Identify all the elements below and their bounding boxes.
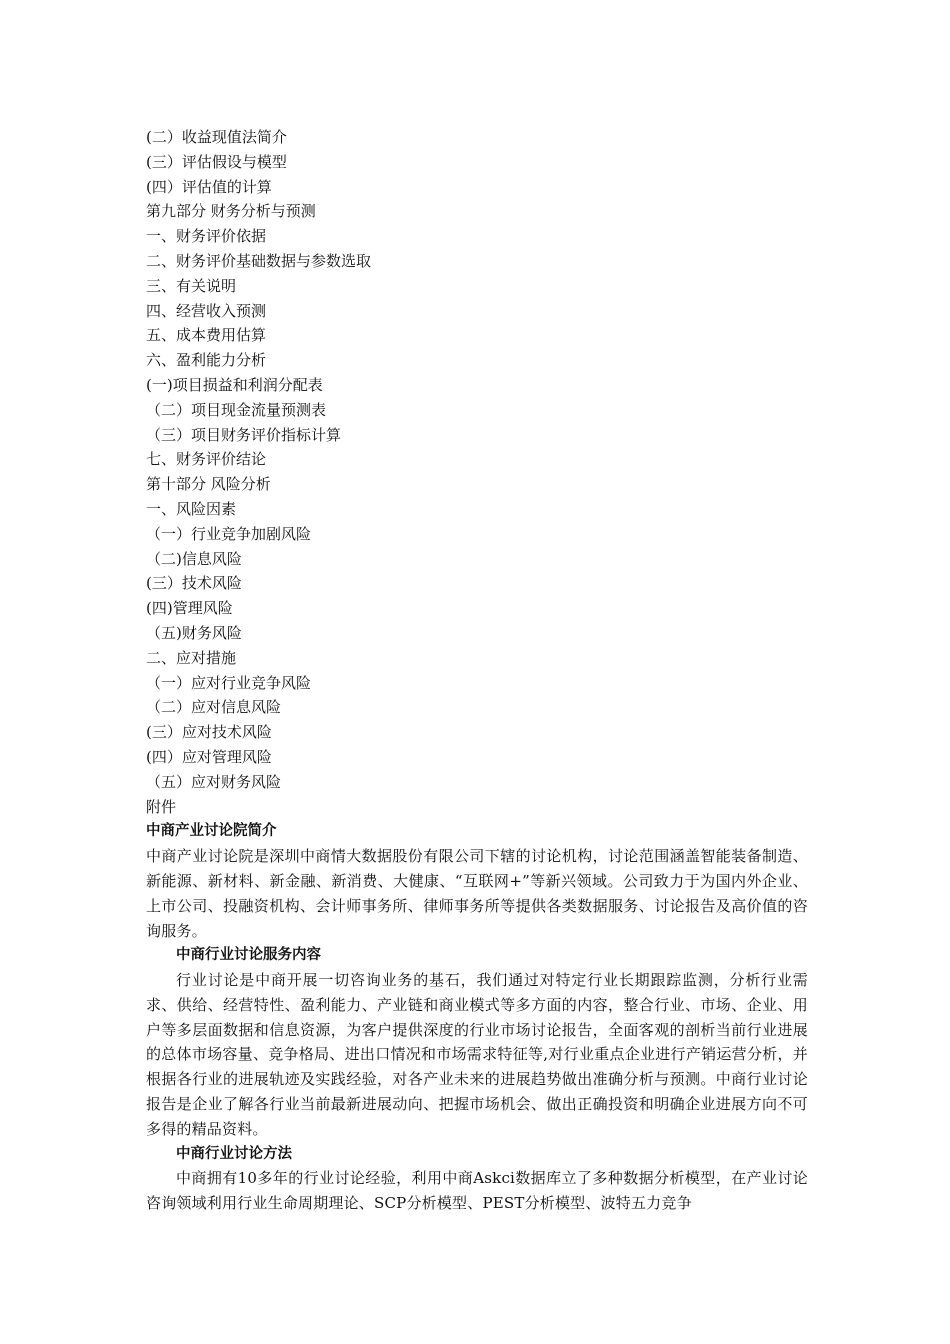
section-heading: 中商行业讨论方法 bbox=[176, 1145, 292, 1162]
toc-line: (三）评估假设与模型 bbox=[146, 152, 287, 171]
toc-line: （二）项目现金流量预测表 bbox=[146, 400, 327, 419]
toc-line: （五）应对财务风险 bbox=[146, 772, 282, 791]
toc-line: 三、有关说明 bbox=[146, 276, 237, 295]
section-heading: 中商行业讨论服务内容 bbox=[176, 947, 321, 964]
section-paragraph: 行业讨论是中商开展一切咨询业务的基石，我们通过对特定行业长期跟踪监测，分析行业需求、供给、经营特性、盈利能力、产业链和商业模式等多方面的内容，整合行业、市场、企业、用户等多层面数据和信息资源，为客户提供深度的行业市场讨论报告，全面客观的剖析当前行业进展的总体市场容量、竞争格局、进出口情况和市场需求特征等,对行业重点企业进行产销运营分析，并根据各行业的进展轨迹及实践经验，对各产业未来的进展趋势做出准确分析与预测。中商行业讨论报告是企业了解各行业当前最新进展动向、把握市场机会、做出正确投资和明确企业进展方向不可多得的精品资料。 bbox=[146, 971, 808, 1138]
toc-line: 六、盈利能力分析 bbox=[146, 351, 267, 370]
toc-line: 二、财务评价基础数据与参数选取 bbox=[146, 251, 372, 270]
section-paragraph: 中商拥有10多年的行业讨论经验，利用中商Askci数据库立了多种数据分析模型，在产业讨论咨询领域利用行业生命周期理论、SCP分析模型、PEST分析模型、波特五力竞争 bbox=[146, 1169, 808, 1213]
toc-line: （五)财务风险 bbox=[146, 623, 242, 642]
section-heading: 中商产业讨论院简介 bbox=[146, 823, 277, 840]
toc-line: （二）应对信息风险 bbox=[146, 698, 282, 717]
toc-line: (二）收益现值法简介 bbox=[146, 128, 287, 146]
table-of-contents bbox=[146, 125, 808, 819]
toc-line: （一）行业竞争加剧风险 bbox=[146, 524, 312, 543]
toc-line: 附件 bbox=[146, 797, 177, 816]
toc-line: 七、财务评价结论 bbox=[146, 450, 267, 469]
toc-line: (三）应对技术风险 bbox=[146, 723, 272, 742]
toc-line: 二、应对措施 bbox=[146, 648, 237, 667]
section-paragraph: 中商产业讨论院是深圳中商情大数据股份有限公司下辖的讨论机构，讨论范围涵盖智能装备制造、新能源、新材料、新金融、新消费、大健康、“互联网+”等新兴领域。公司致力于为国内外企业、上市公司、投融资机构、会计师事务所、律师事务所等提供各类数据服务、讨论报告及高价值的咨询服务。 bbox=[146, 847, 808, 940]
toc-line: 五、成本费用估算 bbox=[146, 326, 267, 345]
toc-line: （一）应对行业竞争风险 bbox=[146, 673, 312, 692]
toc-line: 四、经营收入预测 bbox=[146, 301, 267, 320]
toc-line: (四）评估值的计算 bbox=[146, 177, 272, 196]
toc-line: (三）技术风险 bbox=[146, 574, 242, 593]
toc-line: 一、财务评价依据 bbox=[146, 227, 267, 246]
toc-line: (四）应对管理风险 bbox=[146, 747, 272, 766]
document-page bbox=[146, 125, 808, 1216]
toc-line: (一)项目损益和利润分配表 bbox=[146, 375, 323, 394]
toc-line: 一、风险因素 bbox=[146, 499, 237, 518]
toc-line: 第九部分 财务分析与预测 bbox=[146, 202, 316, 221]
toc-line: （三）项目财务评价指标计算 bbox=[146, 425, 342, 444]
toc-line: (四)管理风险 bbox=[146, 599, 233, 618]
toc-line: （二)信息风险 bbox=[146, 549, 242, 568]
toc-line: 第十部分 风险分析 bbox=[146, 475, 271, 494]
